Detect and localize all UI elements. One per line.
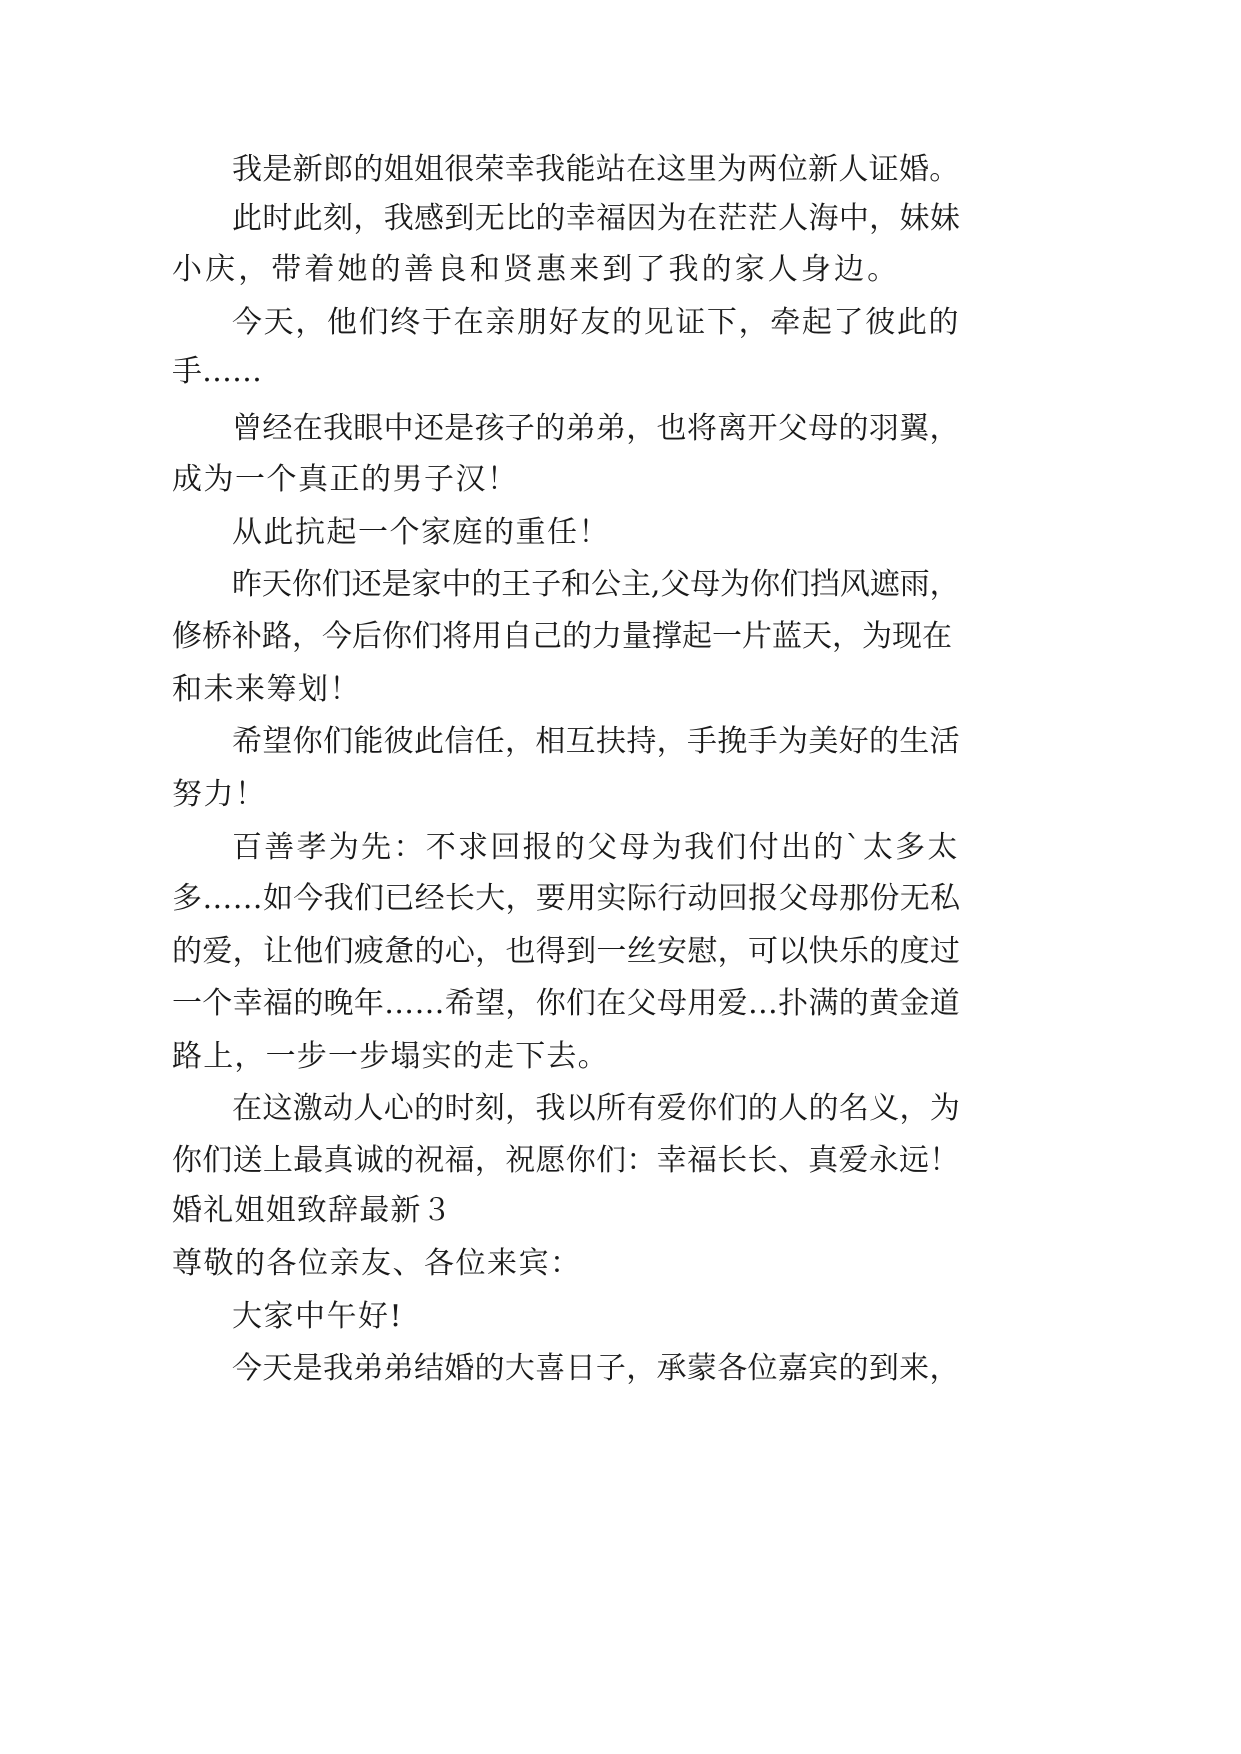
text-line: 在这激动人心的时刻，我以所有爱你们的人的名义，为 (232, 1091, 961, 1126)
text-line: 希望你们能彼此信任，相互扶持，手挽手为美好的生活 (232, 724, 960, 759)
text-line: 修桥补路，今后你们将用自己的力量撑起一片蓝天，为现在 (172, 619, 952, 654)
text-line: 的爱，让他们疲惫的心，也得到一丝安慰，可以快乐的度过 (172, 934, 961, 969)
text-line: 小庆，带着她的善良和贤惠来到了我的家人身边。 (172, 252, 901, 287)
text-line: 昨天你们还是家中的王子和公主,父母为你们挡风遮雨， (232, 567, 960, 602)
text-line: 你们送上最真诚的祝福，祝愿你们：幸福长长、真爱永远！ (172, 1143, 960, 1178)
text-line: 从此抗起一个家庭的重任！ (232, 515, 610, 550)
text-line: 今天，他们终于在亲朋好友的见证下，牵起了彼此的 (232, 305, 961, 340)
text-line: 和未来筹划！ (172, 672, 361, 707)
text-line: 我是新郎的姐姐很荣幸我能站在这里为两位新人证婚。 (232, 152, 960, 187)
text-line: 尊敬的各位亲友、各位来宾： (172, 1246, 582, 1281)
text-line: 百善孝为先：不求回报的父母为我们付出的`太多太 (232, 830, 960, 865)
text-line: 成为一个真正的男子汉！ (172, 462, 519, 497)
text-line: 今天是我弟弟结婚的大喜日子，承蒙各位嘉宾的到来， (232, 1351, 960, 1386)
text-line: 曾经在我眼中还是孩子的弟弟，也将离开父母的羽翼， (232, 411, 960, 446)
text-line: 此时此刻，我感到无比的幸福因为在茫茫人海中，妹妹 (232, 201, 961, 236)
text-line: 大家中午好! (232, 1299, 404, 1334)
text-line: 多……如今我们已经长大，要用实际行动回报父母那份无私 (172, 881, 961, 916)
text-line: 手…… (172, 354, 262, 389)
text-line: 一个幸福的晚年……希望，你们在父母用爱…扑满的黄金道 (172, 986, 960, 1021)
text-line: 婚礼姐姐致辞最新３ (172, 1193, 453, 1228)
text-line: 路上，一步一步塌实的走下去。 (172, 1039, 609, 1074)
text-line: 努力！ (172, 777, 267, 812)
